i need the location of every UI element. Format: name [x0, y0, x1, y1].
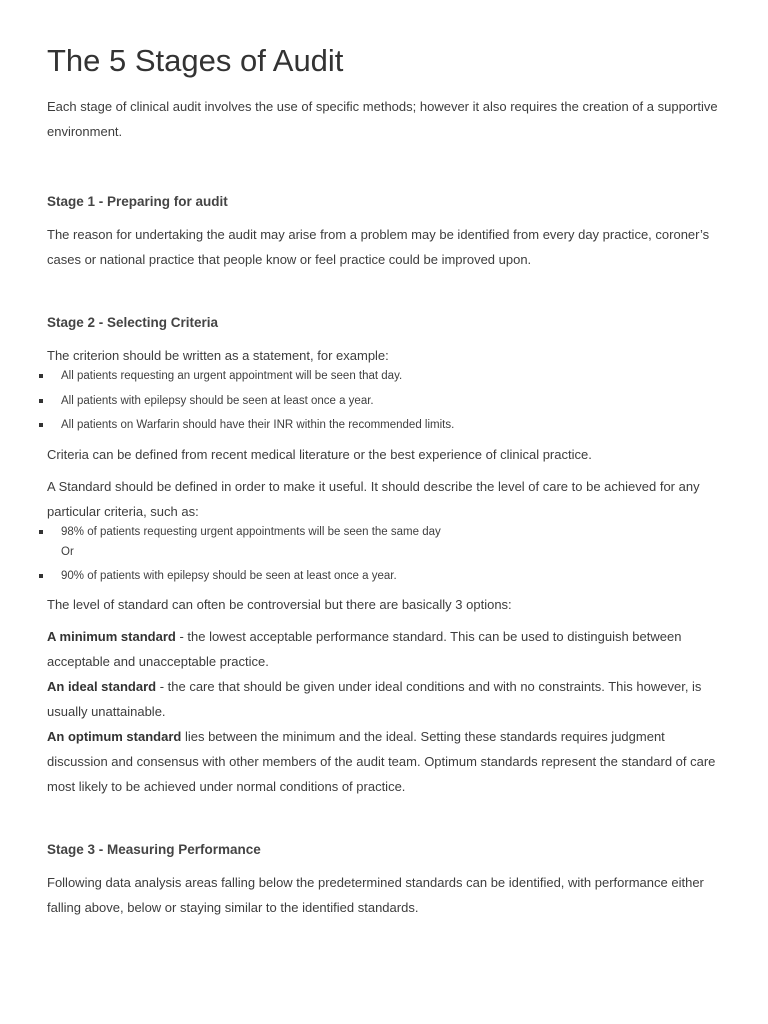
stage-2-intro: The criterion should be written as a statement, for example:	[47, 348, 389, 363]
list-item-text: All patients with epilepsy should be seen at least once a year.	[61, 394, 374, 407]
standard-definitions	[47, 624, 722, 799]
list-item	[47, 524, 722, 560]
list-item-text: 98% of patients requesting urgent appointments will be seen the same day	[61, 525, 441, 538]
square-bullet-icon	[39, 374, 43, 378]
stage-1-section	[47, 192, 722, 272]
stage-3-section	[47, 840, 722, 920]
stage-2-section	[47, 313, 722, 799]
stage-1-heading: Stage 1 - Preparing for audit	[47, 194, 228, 209]
stage-3-text: Following data analysis areas falling below the predetermined standards can be identified, with performance either falling above, below or staying similar to the identified standards.	[47, 874, 704, 915]
stage-3-heading: Stage 3 - Measuring Performance	[47, 841, 261, 857]
options-intro-paragraph: The level of standard can often be controversial but there are basically 3 options:	[47, 596, 512, 612]
list-item-text: 90% of patients with epilepsy should be seen at least once a year.	[61, 569, 397, 582]
list-item-text: All patients on Warfarin should have their INR within the recommended limits.	[61, 419, 455, 431]
definition-term: An optimum standard	[47, 728, 182, 744]
square-bullet-icon	[39, 423, 43, 427]
list-item-text: All patients requesting an urgent appointment will be seen that day.	[61, 370, 403, 382]
list-item	[47, 568, 722, 584]
criteria-source-paragraph: Criteria can be defined from recent medical literature or the best experience of clinical practice.	[47, 446, 592, 462]
definition-text: lies between the minimum and the ideal. Setting these standards requires judgment discussion and consensus with other members of the audit team. Optimum standards represent the standard of care most likely to be achieved under normal conditions of practice.	[47, 728, 716, 794]
page-title: The 5 Stages of Audit	[47, 43, 344, 78]
list-item	[47, 393, 722, 409]
criteria-example-list	[47, 368, 722, 433]
definition-term: An ideal standard	[47, 678, 157, 694]
stage-1-text: The reason for undertaking the audit may arise from a problem may be identified from every day practice, coroner’s cases or national practice that people know or feel practice could be improved upon.	[47, 227, 710, 267]
definition-text: - the care that should be given under ideal conditions and with no constraints. This however, is usually unattainable.	[47, 678, 702, 719]
definition-text: - the lowest acceptable performance standard. This can be used to distinguish between acceptable and unacceptable practice.	[47, 628, 682, 669]
square-bullet-icon	[39, 530, 43, 534]
standard-paragraph: A Standard should be defined in order to make it useful. It should describe the level of care to be achieved for any particular criteria, such as:	[47, 478, 700, 519]
definition-ideal	[47, 674, 722, 724]
definition-minimum	[47, 624, 722, 674]
intro-paragraph: Each stage of clinical audit involves the use of specific methods; however it also requires the creation of a supportive environment.	[47, 99, 718, 139]
list-item	[47, 368, 722, 384]
or-label: Or	[61, 545, 74, 558]
square-bullet-icon	[39, 574, 43, 578]
standard-example-list	[47, 524, 722, 584]
list-item	[47, 417, 722, 433]
stage-2-heading: Stage 2 - Selecting Criteria	[47, 315, 219, 330]
definition-term: A minimum standard	[47, 628, 176, 644]
definition-optimum	[47, 724, 722, 799]
square-bullet-icon	[39, 399, 43, 403]
